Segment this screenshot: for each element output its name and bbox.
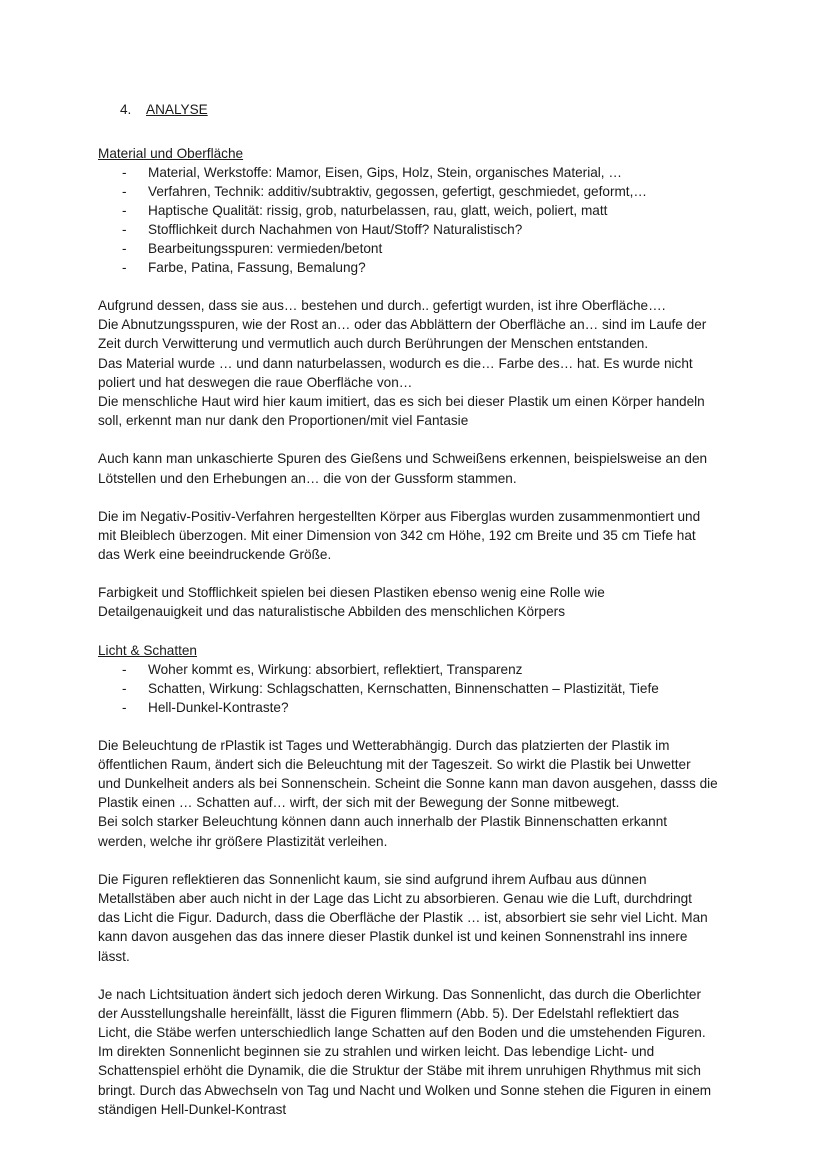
paragraph	[98, 449, 738, 487]
paragraph-line: das Licht die Figur. Dadurch, dass die Oberfläche der Plastik … ist, absorbiert sie sehr viel Licht. Man	[98, 910, 708, 926]
list-item: - Stofflichkeit durch Nachahmen von Haut/Stoff? Naturalistisch?	[122, 222, 523, 237]
paragraph	[98, 870, 738, 966]
bullet-list-light	[98, 660, 738, 717]
paragraph-line: poliert und hat deswegen die raue Oberfläche von…	[98, 374, 413, 390]
document-body	[98, 100, 738, 1119]
list-item: - Haptische Qualität: rissig, grob, naturbelassen, rau, glatt, weich, poliert, matt	[122, 203, 608, 218]
list-item: - Bearbeitungsspuren: vermieden/betont	[122, 241, 383, 256]
subsection-title-material: Material und Oberfläche	[98, 146, 244, 161]
list-item-text: Material, Werkstoffe: Mamor, Eisen, Gips, Holz, Stein, organisches Material, …	[148, 165, 622, 180]
paragraph-line: Je nach Lichtsituation ändert sich jedoch deren Wirkung. Das Sonnenlicht, das durch die Oberlichter	[98, 986, 701, 1002]
paragraph-line: Die Figuren reflektieren das Sonnenlicht kaum, sie sind aufgrund ihrem Aufbau aus dünnen	[98, 871, 647, 887]
paragraph-line: Die Abnutzungsspuren, wie der Rost an… oder das Abblättern der Oberfläche an… sind im Laufe der	[98, 317, 707, 333]
paragraph-line: das Werk eine beeindruckende Größe.	[98, 547, 332, 563]
paragraph-line: Farbigkeit und Stofflichkeit spielen bei diesen Plastiken ebenso wenig eine Rolle wie	[98, 585, 605, 601]
paragraph-line: Die menschliche Haut wird hier kaum imitiert, das es sich bei dieser Plastik um einen Körper handeln	[98, 393, 705, 409]
paragraph	[98, 296, 738, 430]
section-heading	[120, 100, 738, 119]
paragraph-line: und Dunkelheit anders als bei Sonnenschein. Scheint die Sonne kann man davon ausgehen, dasss die	[98, 776, 718, 791]
paragraph-line: Aufgrund dessen, dass sie aus… bestehen und durch.. gefertigt wurden, ist ihre Oberfläche….	[98, 298, 666, 313]
paragraph-line: Die im Negativ-Positiv-Verfahren hergestellten Körper aus Fiberglas wurden zusammenmontiert und	[98, 508, 701, 524]
subsection-title-light: Licht & Schatten	[98, 642, 197, 658]
paragraph-line: öffentlichen Raum, ändert sich die Beleuchtung mit der Tageszeit. So wirkt die Plastik bei Unwetter	[98, 756, 691, 772]
paragraph-line: Schattenspiel erhöht die Dynamik, die die Struktur der Stäbe mit ihrem unruhigen Rhythmus mit sich	[98, 1063, 701, 1079]
paragraph-line: der Ausstellungshalle hereinfällt, lässt die Figuren flimmern (Abb. 5). Der Edelstahl reflektiert das	[98, 1005, 680, 1021]
paragraph-line: Licht, die Stäbe werfen unterschiedlich lange Schatten auf den Boden und die umstehenden Figuren.	[98, 1025, 706, 1041]
paragraph-line: Bei solch starker Beleuchtung können dann auch innerhalb der Plastik Binnenschatten erkannt	[98, 814, 668, 830]
list-item-text: Farbe, Patina, Fassung, Bemalung?	[148, 260, 366, 275]
paragraph-line: Lötstellen und den Erhebungen an… die von der Gussform stammen.	[98, 470, 517, 486]
list-item-text: Hell-Dunkel-Kontraste?	[148, 699, 289, 715]
paragraph-line: lässt.	[98, 948, 130, 964]
paragraph-line: Im direkten Sonnenlicht beginnen sie zu strahlen und wirken leicht. Das lebendige Licht- und	[98, 1044, 655, 1060]
list-item: - Material, Werkstoffe: Mamor, Eisen, Gips, Holz, Stein, organisches Material, …	[122, 165, 622, 180]
list-item: - Hell-Dunkel-Kontraste?	[122, 699, 289, 715]
paragraph-line: Metallstäben aber auch nicht in der Lage das Licht zu absorbieren. Genau wie die Luft, durchdringt	[98, 890, 692, 906]
heading-title: ANALYSE	[146, 102, 208, 117]
list-item-text: Woher kommt es, Wirkung: absorbiert, reflektiert, Transparenz	[148, 661, 523, 677]
paragraph-line: Auch kann man unkaschierte Spuren des Gießens und Schweißens erkennen, beispielsweise an den	[98, 451, 708, 467]
list-item: - Woher kommt es, Wirkung: absorbiert, reflektiert, Transparenz	[122, 661, 523, 677]
list-item: - Farbe, Patina, Fassung, Bemalung?	[122, 260, 366, 275]
list-item-text: Schatten, Wirkung: Schlagschatten, Kernschatten, Binnenschatten – Plastizität, Tiefe	[148, 680, 659, 696]
paragraph	[98, 736, 738, 851]
paragraph	[98, 507, 738, 565]
paragraph-line: Die Beleuchtung de rPlastik ist Tages und Wetterabhängig. Durch das platzierten der Plastik im	[98, 737, 670, 753]
paragraph-line: soll, erkennt man nur dank den Proportionen/mit viel Fantasie	[98, 413, 469, 429]
list-item-text: Haptische Qualität: rissig, grob, naturbelassen, rau, glatt, weich, poliert, matt	[148, 203, 608, 218]
paragraph-line: Zeit durch Verwitterung und vermutlich auch durch Berührungen der Menschen entstanden.	[98, 336, 649, 352]
paragraph-line: mit Bleiblech überzogen. Mit einer Dimension von 342 cm Höhe, 192 cm Breite und 35 cm Tiefe hat	[98, 527, 696, 543]
paragraph	[98, 985, 738, 1119]
paragraph-line: Das Material wurde … und dann naturbelassen, wodurch es die… Farbe des… hat. Es wurde nicht	[98, 355, 693, 371]
paragraph-line: kann davon ausgehen das das innere dieser Plastik dunkel ist und keinen Sonnenstrahl ins innere	[98, 929, 688, 945]
list-item: - Verfahren, Technik: additiv/subtraktiv, gegossen, gefertigt, geschmiedet, geformt,…	[122, 184, 647, 199]
paragraph-line: werden, welche ihr größere Plastizität verleihen.	[98, 833, 388, 849]
bullet-list-material	[98, 163, 738, 277]
paragraph	[98, 583, 738, 621]
list-item-text: Verfahren, Technik: additiv/subtraktiv, gegossen, gefertigt, geschmiedet, geformt,…	[148, 184, 647, 199]
paragraph-line: bringt. Durch das Abwechseln von Tag und Nacht und Wolken und Sonne stehen die Figuren in einem	[98, 1082, 712, 1098]
list-item: - Schatten, Wirkung: Schlagschatten, Kernschatten, Binnenschatten – Plastizität, Tiefe	[122, 680, 659, 696]
list-item-text: Stofflichkeit durch Nachahmen von Haut/Stoff? Naturalistisch?	[148, 222, 523, 237]
heading-number: 4.	[120, 102, 132, 117]
paragraph-line: Detailgenauigkeit und das naturalistische Abbilden des menschlichen Körpers	[98, 604, 566, 620]
list-item-text: Bearbeitungsspuren: vermieden/betont	[148, 241, 383, 256]
paragraph-line: Plastik einen … Schatten auf… wirft, der sich mit der Bewegung der Sonne mitbewegt.	[98, 795, 620, 811]
paragraph-line: ständigen Hell-Dunkel-Kontrast	[98, 1101, 287, 1117]
